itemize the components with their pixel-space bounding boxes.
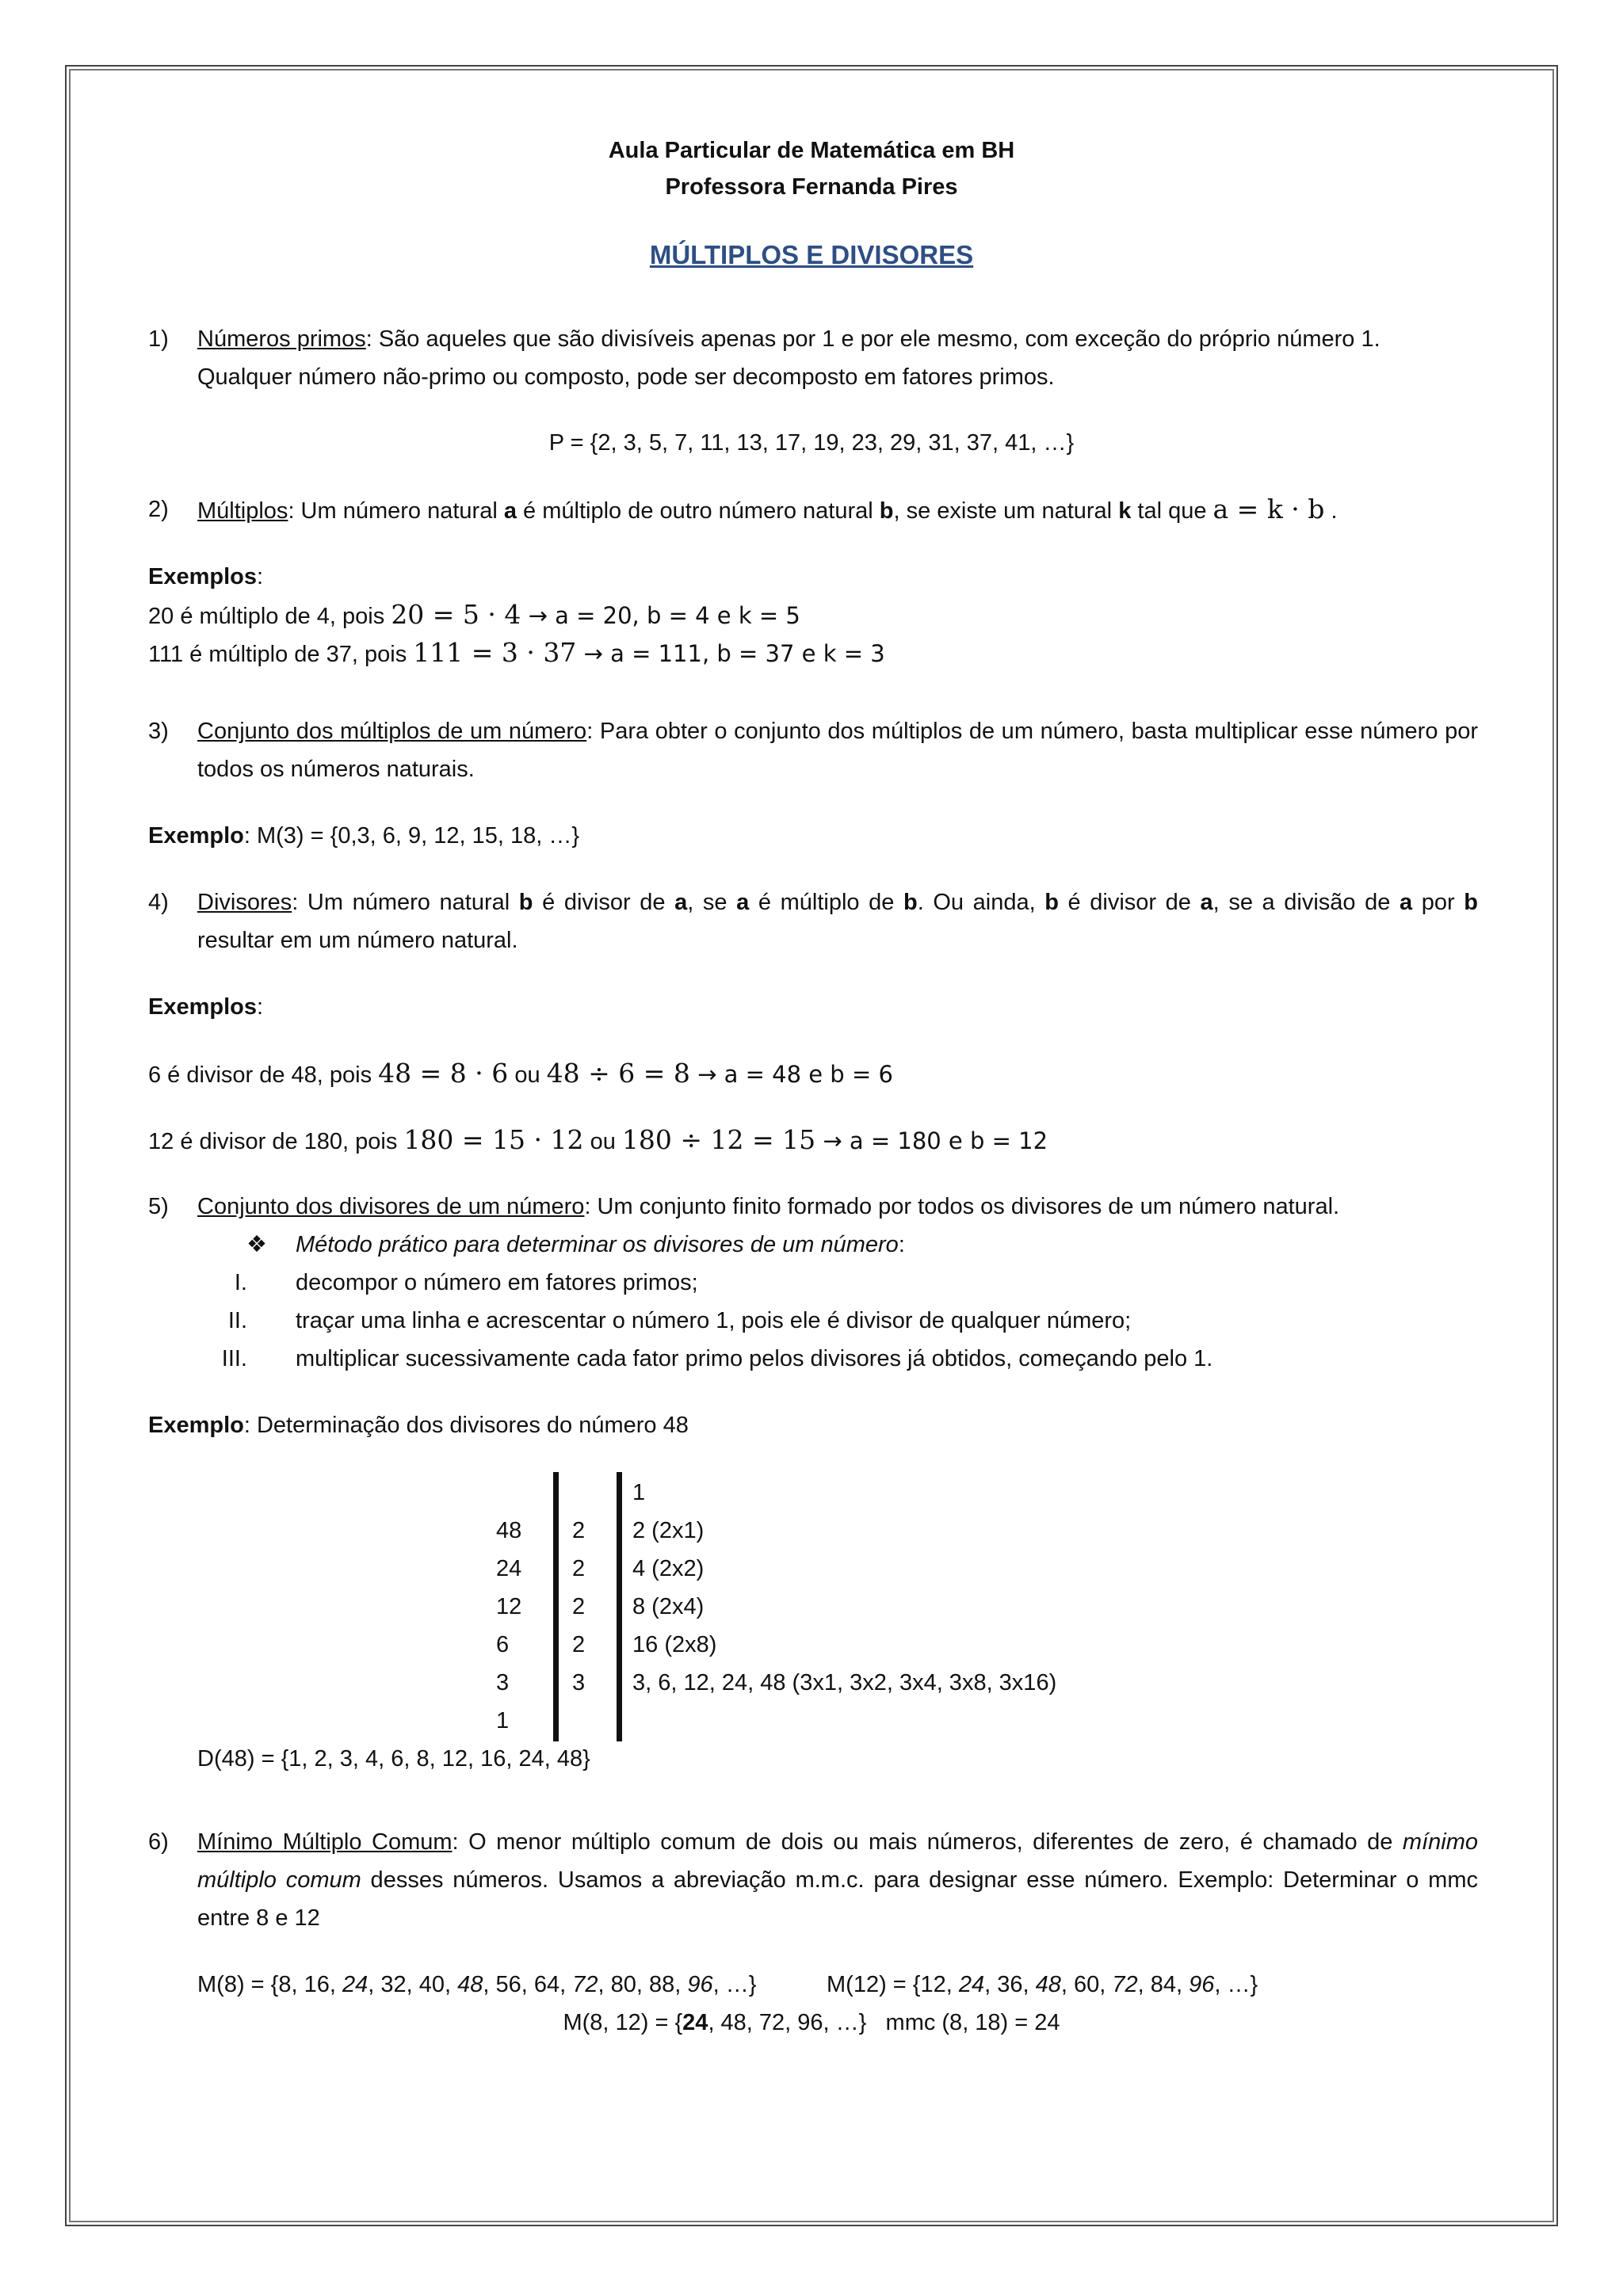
table-divisor-cell: 3, 6, 12, 24, 48 (3x1, 3x2, 3x4, 3x8, 3x16) — [632, 1670, 1057, 1695]
section-2-text: . — [1324, 498, 1338, 524]
colon: : — [257, 994, 264, 1020]
var-a: a — [503, 498, 517, 524]
example-text: 20 é múltiplo de 4, pois — [148, 604, 391, 629]
table-number-cell: 6 — [496, 1632, 510, 1657]
var-b: b — [879, 498, 894, 524]
table-factor-cell: 3 — [572, 1670, 586, 1695]
set-text: , 84, — [1137, 1972, 1190, 1997]
section-2-line — [197, 490, 1338, 530]
section-1-line-1 — [197, 320, 1381, 358]
section-2-examples-label — [148, 558, 263, 596]
example-math: 20 = 5 · 4 — [391, 599, 521, 630]
section-5-text: : Um conjunto finito formado por todos os divisores de um número natural. — [584, 1194, 1340, 1219]
step-text: multiplicar sucessivamente cada fator primo pelos divisores já obtidos, começando pelo 1. — [296, 1346, 1213, 1371]
var-a: a — [674, 890, 688, 915]
section-2-term: Múltiplos — [197, 498, 288, 524]
section-4-text: é múltiplo de — [749, 890, 903, 915]
set-text: , 32, 40, — [368, 1972, 458, 1997]
set-text: M(8) = {8, 16, — [197, 1972, 342, 1997]
example-math: 180 = 15 · 12 — [403, 1124, 584, 1155]
section-4-text: , se a divisão de — [1212, 890, 1400, 915]
table-number-cell: 12 — [496, 1594, 522, 1619]
example-or: ou — [508, 1062, 547, 1088]
section-6-text: : O menor múltiplo comum de dois ou mais números, diferentes de zero, é chamado de — [452, 1829, 1403, 1855]
section-4-text: , se — [687, 890, 737, 915]
primes-set: P = {2, 3, 5, 7, 11, 13, 17, 19, 23, 29, 31, 37, 41, …} — [548, 430, 1075, 456]
section-4-term: Divisores — [197, 890, 292, 915]
example-text: 6 é divisor de 48, pois — [148, 1062, 379, 1088]
table-divider — [617, 1472, 622, 1741]
method-heading — [296, 1226, 905, 1264]
section-4-text: é divisor de — [533, 890, 675, 915]
table-factor-cell: 2 — [572, 1556, 586, 1581]
table-number-cell: 3 — [496, 1670, 510, 1695]
section-5-example — [148, 1406, 689, 1444]
common-multiple: 72 — [1112, 1972, 1138, 1997]
table-divider — [553, 1472, 559, 1741]
var-k: k — [1118, 498, 1132, 524]
divisors-result: D(48) = {1, 2, 3, 4, 6, 8, 12, 16, 24, 48} — [197, 1746, 590, 1772]
example-math: 48 = 8 · 6 — [378, 1058, 509, 1089]
example-math: 48 ÷ 6 = 8 — [546, 1058, 690, 1089]
common-multiple: 48 — [1035, 1972, 1061, 1997]
method-bullet-icon: ❖ — [246, 1232, 267, 1257]
set-text: , …} — [712, 1972, 757, 1997]
header-line-1: Aula Particular de Matemática em BH — [608, 138, 1015, 163]
var-a: a — [736, 890, 750, 915]
header-line-2: Professora Fernanda Pires — [665, 174, 958, 200]
example-label: Exemplo — [148, 1413, 244, 1438]
least-common-multiple: 24 — [682, 2010, 708, 2035]
section-3-number: 3) — [148, 719, 169, 744]
table-divisor-cell: 16 (2x8) — [632, 1632, 717, 1657]
common-multiple: 48 — [457, 1972, 483, 1997]
section-6-text: desses números. Usamos a abreviação m.m.c. para designar esse número. Exemplo: Determinar o mmc entre 8 e 12 — [197, 1867, 1478, 1931]
set-text: M(8, 12) = { — [563, 2010, 683, 2035]
section-3-text: : Para obter o conjunto dos múltiplos de um número, basta multiplicar esse número por todos os números naturais. — [197, 719, 1478, 782]
mmc-result: mmc (8, 18) = 24 — [885, 2010, 1060, 2035]
multiple-formula: a = k · b — [1212, 494, 1325, 524]
step-numeral: I. — [234, 1270, 247, 1295]
var-b: b — [1044, 890, 1059, 915]
set-text: , 60, — [1060, 1972, 1113, 1997]
section-4-text: é divisor de — [1058, 890, 1201, 915]
section-4-text: . Ou ainda, — [917, 890, 1045, 915]
section-1-text-1: : São aqueles que são divisíveis apenas por 1 e por ele mesmo, com exceção do próprio número 1. — [365, 326, 1381, 352]
method-title: Método prático para determinar os divisores de um número — [296, 1232, 899, 1257]
examples-label: Exemplos — [148, 994, 257, 1020]
multiples-of-8 — [197, 1966, 756, 2004]
colon: : — [898, 1232, 905, 1257]
step-text: traçar uma linha e acrescentar o número 1, pois ele é divisor de qualquer número; — [296, 1308, 1132, 1333]
colon: : — [257, 564, 264, 589]
section-4-text: resultar em um número natural. — [197, 928, 518, 953]
set-text: , 56, 64, — [483, 1972, 573, 1997]
section-6-number: 6) — [148, 1829, 169, 1855]
section-6-term: Mínimo Múltiplo Comum — [197, 1829, 453, 1855]
section-5-term: Conjunto dos divisores de um número — [197, 1194, 585, 1219]
table-divisor-cell: 4 (2x2) — [632, 1556, 705, 1581]
example-result: → a = 20, b = 4 e k = 5 — [521, 602, 800, 629]
example-label: Exemplo — [148, 823, 244, 849]
examples-label: Exemplos — [148, 564, 257, 589]
var-a: a — [1200, 890, 1213, 915]
var-a: a — [1400, 890, 1413, 915]
section-1-term: Números primos — [197, 326, 366, 352]
common-multiple: 24 — [958, 1972, 985, 1997]
section-4-text: : Um número natural — [292, 890, 519, 915]
section-2-number: 2) — [148, 497, 169, 522]
common-multiple: 96 — [1189, 1972, 1215, 1997]
table-number-cell: 24 — [496, 1556, 522, 1581]
section-5-line — [197, 1188, 1339, 1226]
section-4-example-1 — [148, 1055, 893, 1094]
step-numeral: II. — [227, 1308, 247, 1333]
section-6-paragraph — [197, 1823, 1478, 1937]
example-math: 111 = 3 · 37 — [413, 637, 577, 668]
common-multiple: 72 — [572, 1972, 598, 1997]
table-number-cell: 48 — [496, 1518, 522, 1543]
set-text: , …} — [1214, 1972, 1258, 1997]
table-divisor-cell: 1 — [632, 1480, 646, 1505]
example-text: 111 é múltiplo de 37, pois — [148, 642, 414, 667]
section-5-number: 5) — [148, 1194, 169, 1219]
example-text: : M(3) = {0,3, 6, 9, 12, 15, 18, …} — [243, 823, 580, 849]
common-multiple: 24 — [342, 1972, 369, 1997]
section-2-text: tal que — [1131, 498, 1213, 524]
set-text: M(12) = {12, — [827, 1972, 959, 1997]
step-numeral: III. — [221, 1346, 247, 1371]
section-2-example-1 — [148, 596, 800, 635]
section-2-example-2 — [148, 634, 885, 673]
section-1-number: 1) — [148, 326, 169, 352]
section-3-paragraph — [197, 712, 1478, 788]
section-3-term: Conjunto dos múltiplos de um número — [197, 719, 587, 744]
section-2-text: : Um número natural — [288, 498, 504, 524]
example-text: : Determinação dos divisores do número 48 — [243, 1413, 689, 1438]
example-result: → a = 111, b = 37 e k = 3 — [576, 640, 885, 667]
section-3-example — [148, 817, 579, 855]
example-result: → a = 180 e b = 12 — [815, 1127, 1048, 1154]
set-text: , 80, 88, — [598, 1972, 688, 1997]
example-text: 12 é divisor de 180, pois — [148, 1129, 404, 1154]
section-4-text: por — [1412, 890, 1465, 915]
section-1-line-2: Qualquer número não-primo ou composto, pode ser decomposto em fatores primos. — [197, 364, 1055, 390]
common-multiples-line — [0, 2004, 1623, 2042]
section-4-example-2 — [148, 1121, 1048, 1161]
step-text: decompor o número em fatores primos; — [296, 1270, 698, 1295]
var-b: b — [1464, 890, 1478, 915]
section-4-number: 4) — [148, 890, 169, 915]
multiples-of-12 — [827, 1966, 1258, 2004]
table-factor-cell: 2 — [572, 1594, 586, 1619]
table-divisor-cell: 8 (2x4) — [632, 1594, 705, 1619]
var-b: b — [903, 890, 918, 915]
set-text: , 36, — [984, 1972, 1036, 1997]
table-number-cell: 1 — [496, 1708, 510, 1733]
section-4-examples-label — [148, 988, 263, 1026]
example-result: → a = 48 e b = 6 — [689, 1061, 893, 1088]
section-2-text: é múltiplo de outro número natural — [516, 498, 880, 524]
example-or: ou — [583, 1129, 622, 1154]
var-b: b — [518, 890, 533, 915]
page-title: MÚLTIPLOS E DIVISORES — [649, 240, 974, 269]
section-2-text: , se existe um natural — [893, 498, 1119, 524]
common-multiple: 96 — [687, 1972, 713, 1997]
section-4-paragraph — [197, 883, 1478, 959]
table-divisor-cell: 2 (2x1) — [632, 1518, 705, 1543]
table-factor-cell: 2 — [572, 1518, 586, 1543]
table-factor-cell: 2 — [572, 1632, 586, 1657]
set-text: , 48, 72, 96, …} — [708, 2010, 867, 2035]
section-6-italic-term: mínimo múltiplo comum — [197, 1829, 1478, 1893]
example-math: 180 ÷ 12 = 15 — [621, 1124, 816, 1155]
